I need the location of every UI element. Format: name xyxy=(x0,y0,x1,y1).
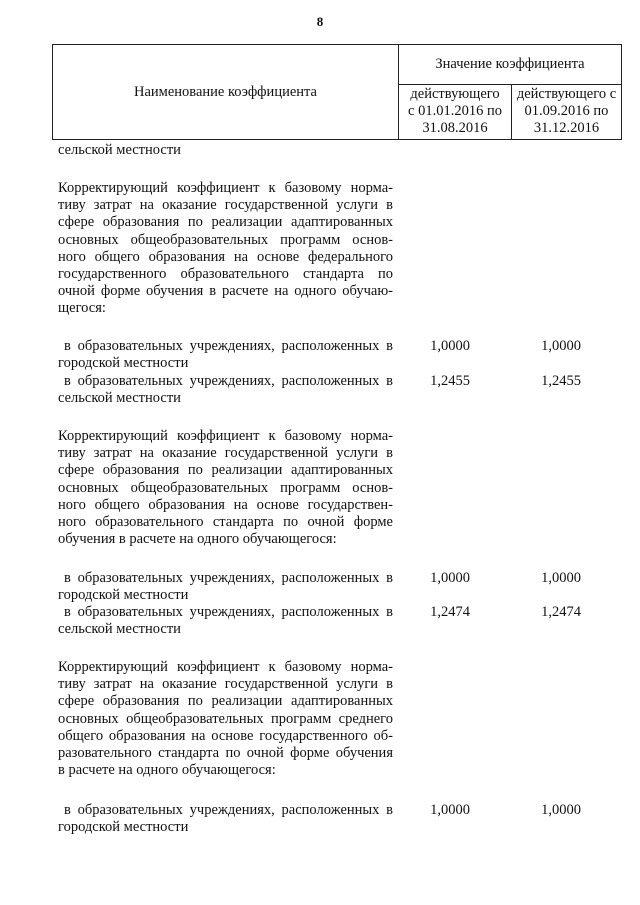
table-row xyxy=(58,338,393,372)
text-line: сфере образования по реализации адаптированных xyxy=(58,462,393,479)
text-line: Корректирующий коэффициент к базовому норма- xyxy=(58,659,393,675)
text-line: в расчете на одного обучающегося: xyxy=(58,762,276,779)
page-number: 8 xyxy=(316,14,324,29)
text-line: ного общего образования на основе государствен- xyxy=(58,496,393,513)
column-header-values: Значение коэффициента xyxy=(399,45,621,85)
period-1-line: с 01.01.2016 по xyxy=(408,103,502,119)
row-label-line: в образовательных учреждениях, расположенных в xyxy=(64,373,393,389)
table-row xyxy=(58,604,393,638)
value-period-2: 1,2474 xyxy=(541,604,581,620)
column-header-name: Наименование коэффициента xyxy=(53,45,399,139)
coefficient-description xyxy=(58,659,393,779)
column-header-period-2 xyxy=(512,85,621,140)
value-period-2: 1,0000 xyxy=(541,338,581,354)
row-label-line: в образовательных учреждениях, расположенных в xyxy=(64,802,393,818)
text-line: тиву затрат на оказание государственной услуги в xyxy=(58,676,393,693)
value-period-1: 1,0000 xyxy=(430,802,470,818)
text-line: государственного образовательного стандарта по xyxy=(58,266,393,283)
text-line: основных общеобразовательных программ основ- xyxy=(58,231,393,248)
period-1-line: действующего xyxy=(410,86,500,102)
period-2-line: действующего с xyxy=(516,86,617,102)
text-line: очной форме обучения в расчете на одного обучаю- xyxy=(58,283,393,300)
row-label-line: городской местности xyxy=(58,819,189,836)
value-period-1: 1,2455 xyxy=(430,373,470,389)
row-label-line: городской местности xyxy=(58,355,189,372)
row-label-line: в образовательных учреждениях, расположенных в xyxy=(64,604,393,620)
text-line: тиву затрат на оказание государственной услуги в xyxy=(58,197,393,214)
text-line: общего образования на основе государственного об- xyxy=(58,727,393,744)
value-period-2: 1,2455 xyxy=(541,373,581,389)
text-line: ного общего образования на основе федерального xyxy=(58,248,393,265)
value-period-1: 1,0000 xyxy=(430,570,470,586)
table-header xyxy=(52,44,622,140)
text-line: тиву затрат на оказание государственной услуги в xyxy=(58,445,393,462)
table-row xyxy=(58,373,393,407)
text-line: сфере образования по реализации адаптированных xyxy=(58,214,393,231)
value-period-2: 1,0000 xyxy=(541,570,581,586)
text-line: сфере образования по реализации адаптированных xyxy=(58,693,393,710)
table-row xyxy=(58,570,393,604)
text-line: основных общеобразовательных программ основ- xyxy=(58,479,393,496)
coefficient-description xyxy=(58,428,393,548)
coefficient-description xyxy=(58,180,393,318)
continuation-text: сельской местности xyxy=(58,142,181,158)
row-label-line: сельской местности xyxy=(58,621,181,638)
table-row xyxy=(58,802,393,836)
value-period-1: 1,2474 xyxy=(430,604,470,620)
row-label-line: в образовательных учреждениях, расположенных в xyxy=(64,570,393,586)
text-line: щегося: xyxy=(58,300,106,317)
period-2-line: 01.09.2016 по xyxy=(524,103,609,119)
text-line: Корректирующий коэффициент к базовому норма- xyxy=(58,428,393,444)
value-period-2: 1,0000 xyxy=(541,802,581,818)
row-label-line: сельской местности xyxy=(58,390,181,407)
value-period-1: 1,0000 xyxy=(430,338,470,354)
text-line: основных общеобразовательных программ среднего xyxy=(58,710,393,727)
row-label-line: городской местности xyxy=(58,587,189,604)
text-line: обучения в расчете на одного обучающегося: xyxy=(58,531,337,548)
text-line: Корректирующий коэффициент к базовому норма- xyxy=(58,180,393,196)
period-2-line: 31.12.2016 xyxy=(533,120,600,136)
text-line: ного образовательного стандарта по очной форме xyxy=(58,514,393,531)
period-1-line: 31.08.2016 xyxy=(422,120,488,136)
column-header-period-1 xyxy=(399,85,512,140)
row-label-line: в образовательных учреждениях, расположенных в xyxy=(64,338,393,354)
text-line: разовательного стандарта по очной форме обучения xyxy=(58,745,393,762)
